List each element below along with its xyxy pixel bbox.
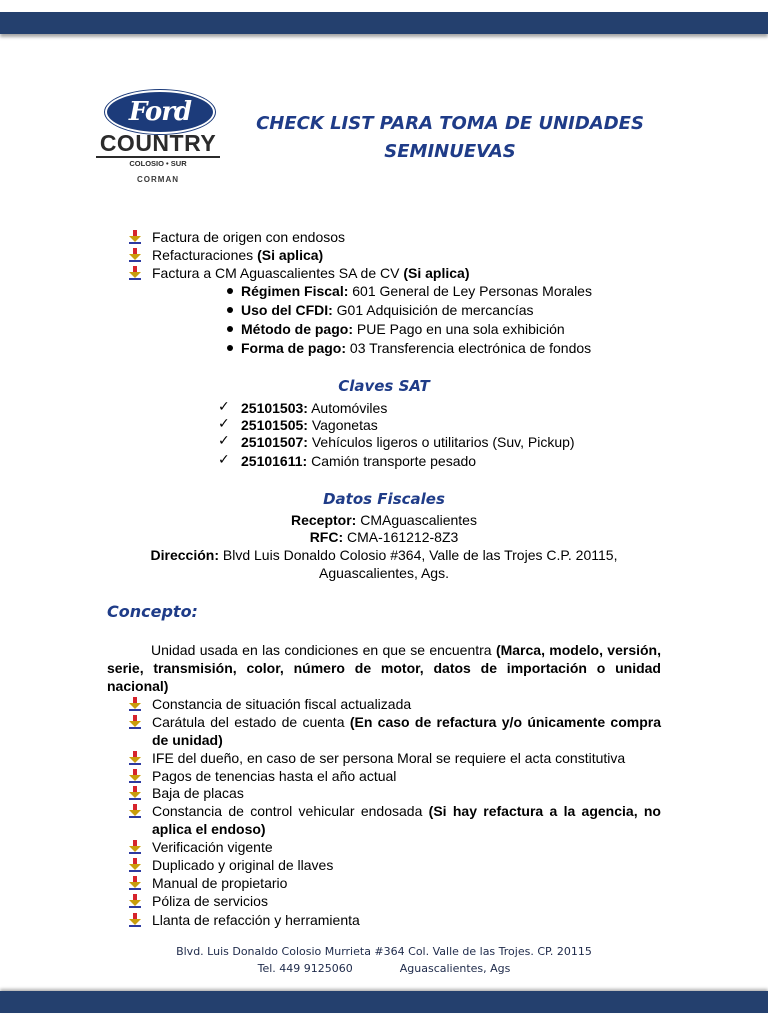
arrow-bullet-icon <box>128 913 142 927</box>
cfdi-row: Uso del CFDI: G01 Adquisición de mercancías <box>241 302 534 318</box>
footer-phone: Tel. 449 9125060 <box>257 962 353 975</box>
clave-row: 25101503: Automóviles <box>241 400 388 416</box>
ford-oval-logo: Ford <box>105 90 215 134</box>
datos-fiscales-heading: Datos Fiscales <box>323 490 445 508</box>
direccion-line-2: Aguascalientes, Ags. <box>319 565 449 581</box>
arrow-bullet-icon <box>128 715 142 729</box>
cfdi-row: Forma de pago: 03 Transferencia electrónica de fondos <box>241 340 592 356</box>
logo-rule <box>96 156 220 158</box>
list-item: Carátula del estado de cuenta (En caso de refactura y/o únicamente compra de unidad) <box>152 714 661 748</box>
list-item: Verificación vigente <box>152 839 273 855</box>
arrow-bullet-icon <box>128 894 142 908</box>
arrow-bullet-icon <box>128 769 142 783</box>
checkmark-icon: ✓ <box>218 452 230 468</box>
footer-address: Blvd. Luis Donaldo Colosio Murrieta #364 Col. Valle de las Trojes. CP. 20115 <box>176 945 592 958</box>
arrow-bullet-icon <box>128 858 142 872</box>
logo-dealer-name: COUNTRY <box>99 130 217 156</box>
clave-row: 25101505: Vagonetas <box>241 417 378 433</box>
rfc-line: RFC: CMA-161212-8Z3 <box>309 529 459 545</box>
list-item: Constancia de situación fiscal actualizada <box>152 696 412 712</box>
footer-contact <box>0 962 768 975</box>
bottom-banner-bar <box>0 991 768 1013</box>
cfdi-row: Método de pago: PUE Pago en una sola exhibición <box>241 321 565 337</box>
list-item: Constancia de control vehicular endosada (Si hay refactura a la agencia, no aplica el endoso) <box>152 803 661 837</box>
bullet-dot-icon <box>227 345 233 351</box>
checkmark-icon: ✓ <box>218 416 230 432</box>
list-item: Llanta de refacción y herramienta <box>152 912 360 928</box>
arrow-bullet-icon <box>128 786 142 800</box>
cfdi-row: Régimen Fiscal: 601 General de Ley Personas Morales <box>241 283 592 299</box>
concepto-intro: Unidad usada en las condiciones en que se encuentra (Marca, modelo, versión, serie, transmisión, color, número de motor, datos de importación o unidad nacional) <box>107 642 661 694</box>
dealer-logo <box>90 88 226 198</box>
arrow-bullet-icon <box>128 840 142 854</box>
bullet-dot-icon <box>227 326 233 332</box>
logo-group-name: CORMAN <box>137 175 179 184</box>
arrow-bullet-icon <box>128 230 142 244</box>
claves-sat-heading: Claves SAT <box>338 377 430 395</box>
arrow-bullet-icon <box>128 248 142 262</box>
list-item: Póliza de servicios <box>152 893 268 909</box>
arrow-bullet-icon <box>128 751 142 765</box>
clave-row: 25101507: Vehículos ligeros o utilitarios (Suv, Pickup) <box>241 434 575 450</box>
list-item: Baja de placas <box>152 785 244 801</box>
list-item: Factura a CM Aguascalientes SA de CV (Si aplica) <box>152 265 470 281</box>
list-item: Pagos de tenencias hasta el año actual <box>152 768 397 784</box>
list-item: Manual de propietario <box>152 875 288 891</box>
checkmark-icon: ✓ <box>218 399 230 415</box>
receptor-line: Receptor: CMAguascalientes <box>291 512 477 528</box>
arrow-bullet-icon <box>128 266 142 280</box>
arrow-bullet-icon <box>128 804 142 818</box>
concepto-heading: Concepto: <box>107 602 198 621</box>
checkmark-icon: ✓ <box>218 433 230 449</box>
list-item: Duplicado y original de llaves <box>152 857 334 873</box>
bullet-dot-icon <box>227 288 233 294</box>
list-item: Factura de origen con endosos <box>152 229 346 245</box>
logo-subtitle: COLOSIO • SUR <box>129 159 187 168</box>
list-item: IFE del dueño, en caso de ser persona Moral se requiere el acta constitutiva <box>152 750 626 766</box>
bullet-dot-icon <box>227 307 233 313</box>
direccion-line: Dirección: Blvd Luis Donaldo Colosio #364, Valle de las Trojes C.P. 20115, <box>150 547 618 563</box>
document-title: CHECK LIST PARA TOMA DE UNIDADES SEMINUEVAS <box>256 113 644 162</box>
footer-city: Aguascalientes, Ags <box>399 962 511 975</box>
top-banner-bar <box>0 12 768 34</box>
list-item: Refacturaciones (Si aplica) <box>152 247 324 263</box>
arrow-bullet-icon <box>128 876 142 890</box>
clave-row: 25101611: Camión transporte pesado <box>241 453 477 469</box>
arrow-bullet-icon <box>128 697 142 711</box>
